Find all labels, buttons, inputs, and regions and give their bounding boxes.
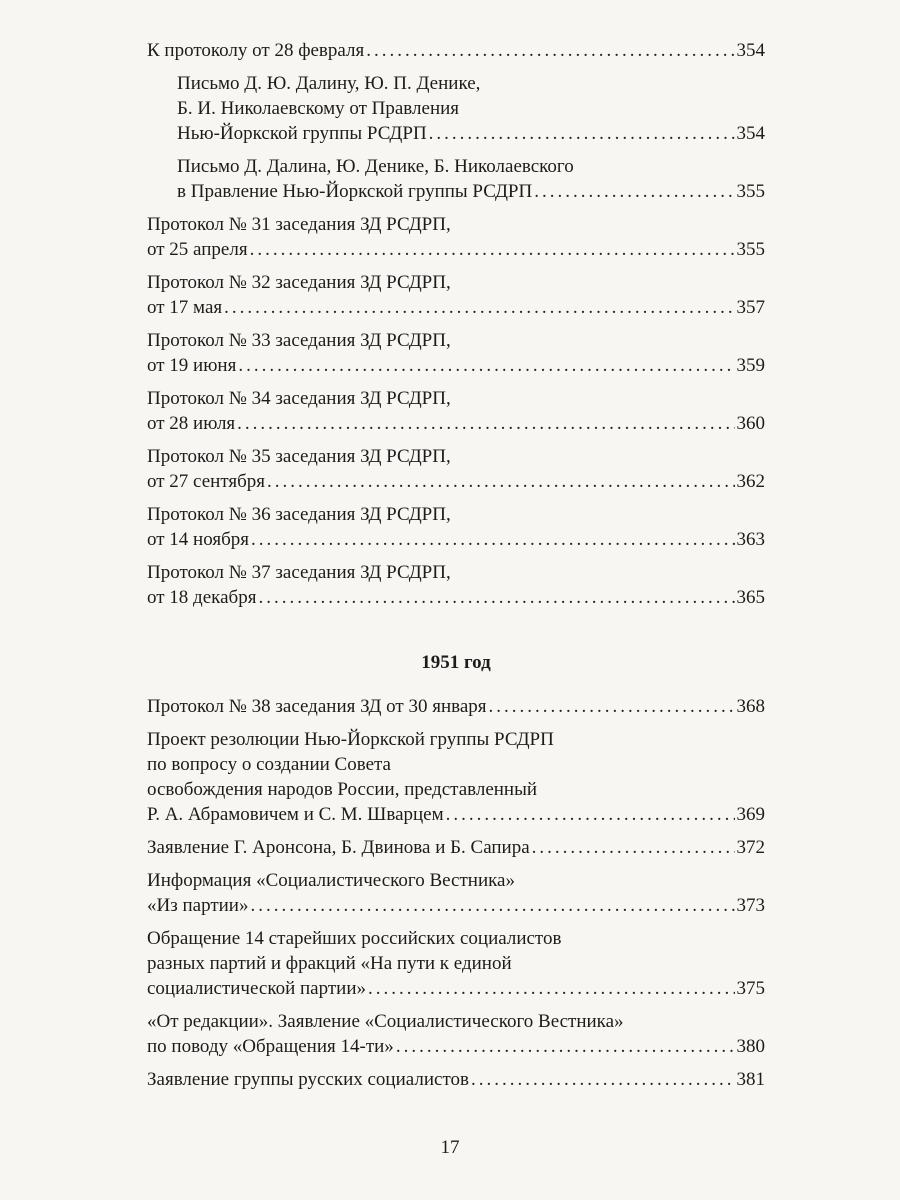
toc-entry[interactable] bbox=[147, 835, 765, 860]
dot-leader bbox=[251, 527, 734, 552]
toc-page-ref: 357 bbox=[736, 297, 765, 318]
toc-entry[interactable] bbox=[147, 212, 765, 262]
toc-entry[interactable] bbox=[147, 386, 765, 436]
dot-leader bbox=[396, 1034, 735, 1059]
toc-page-ref: 381 bbox=[736, 1069, 765, 1090]
toc-page-ref: 365 bbox=[736, 587, 765, 608]
dot-leader bbox=[471, 1067, 735, 1092]
toc-page-ref: 380 bbox=[736, 1036, 765, 1057]
toc-entry-line: Протокол № 37 заседания ЗД РСДРП, bbox=[147, 562, 451, 583]
toc-page-ref: 369 bbox=[736, 804, 765, 825]
toc-page-ref: 355 bbox=[736, 181, 765, 202]
dot-leader bbox=[224, 295, 734, 320]
dot-leader bbox=[258, 585, 734, 610]
dot-leader bbox=[250, 893, 734, 918]
toc-entry[interactable] bbox=[147, 560, 765, 610]
toc-entry-line: Протокол № 34 заседания ЗД РСДРП, bbox=[147, 388, 451, 409]
toc-section-1951 bbox=[147, 694, 765, 1092]
toc-entry-final-line bbox=[177, 179, 765, 204]
toc-entry-final-line bbox=[147, 893, 765, 918]
toc-entry-title: К протоколу от 28 февраля bbox=[147, 40, 365, 61]
toc-entry-final-line bbox=[147, 1034, 765, 1059]
toc-entry-title: Нью-Йоркской группы РСДРП bbox=[177, 123, 427, 144]
toc-entry-line: Информация «Социалистического Вестника» bbox=[147, 870, 515, 891]
toc-entry-title: Протокол № 38 заседания ЗД от 30 января bbox=[147, 696, 487, 717]
dot-leader bbox=[429, 121, 735, 146]
toc-page-ref: 355 bbox=[736, 239, 765, 260]
toc-entry-title: от 28 июля bbox=[147, 413, 236, 434]
dot-leader bbox=[366, 38, 734, 63]
toc-page-ref: 359 bbox=[736, 355, 765, 376]
toc-entry-final-line bbox=[147, 694, 765, 719]
toc-section-1950 bbox=[147, 38, 765, 610]
year-heading: 1951 год bbox=[421, 652, 491, 673]
toc-entry-title: от 19 июня bbox=[147, 355, 237, 376]
toc-entry-final-line bbox=[147, 411, 765, 436]
toc-entry-final-line bbox=[147, 295, 765, 320]
toc-entry-line: Б. И. Николаевскому от Правления bbox=[177, 98, 460, 119]
dot-leader bbox=[237, 411, 734, 436]
toc-entry[interactable] bbox=[147, 926, 765, 1001]
page-number: 17 bbox=[440, 1137, 460, 1158]
toc-entry-final-line bbox=[147, 353, 765, 378]
toc-entry[interactable] bbox=[147, 694, 765, 719]
toc-entry-final-line bbox=[147, 237, 765, 262]
toc-page-ref: 375 bbox=[736, 978, 765, 999]
toc-entry[interactable] bbox=[147, 38, 765, 63]
toc-entry-line: Протокол № 31 заседания ЗД РСДРП, bbox=[147, 214, 451, 235]
toc-entry-final-line bbox=[147, 802, 765, 827]
toc-entry-line: Письмо Д. Ю. Далину, Ю. П. Денике, bbox=[177, 73, 481, 94]
toc-page-ref: 354 bbox=[736, 123, 765, 144]
toc-entry-line: разных партий и фракций «На пути к единой bbox=[147, 953, 512, 974]
toc-entry[interactable] bbox=[147, 1009, 765, 1059]
toc-entry-title: Заявление группы русских социалистов bbox=[147, 1069, 469, 1090]
toc-page-ref: 360 bbox=[736, 413, 765, 434]
toc-entry-final-line bbox=[147, 1067, 765, 1092]
toc-entry[interactable] bbox=[147, 1067, 765, 1092]
toc-entry-title: от 18 декабря bbox=[147, 587, 257, 608]
toc-entry-final-line bbox=[177, 121, 765, 146]
dot-leader bbox=[489, 694, 735, 719]
toc-entry-line: Протокол № 35 заседания ЗД РСДРП, bbox=[147, 446, 451, 467]
dot-leader bbox=[532, 835, 735, 860]
table-of-contents bbox=[147, 38, 765, 1100]
toc-entry-line: Письмо Д. Далина, Ю. Денике, Б. Николаевского bbox=[177, 156, 574, 177]
dot-leader bbox=[446, 802, 735, 827]
toc-entry[interactable] bbox=[147, 727, 765, 827]
toc-entry-final-line bbox=[147, 469, 765, 494]
toc-entry-line: «От редакции». Заявление «Социалистического Вестника» bbox=[147, 1011, 624, 1032]
toc-entry[interactable] bbox=[147, 502, 765, 552]
toc-entry-title: в Правление Нью-Йоркской группы РСДРП bbox=[177, 181, 533, 202]
dot-leader bbox=[534, 179, 734, 204]
toc-page-ref: 363 bbox=[736, 529, 765, 550]
toc-entry-final-line bbox=[147, 976, 765, 1001]
toc-entry-title: «Из партии» bbox=[147, 895, 249, 916]
toc-entry[interactable] bbox=[147, 270, 765, 320]
toc-entry[interactable] bbox=[147, 71, 765, 146]
toc-entry-line: Проект резолюции Нью-Йоркской группы РСДРП bbox=[147, 729, 554, 750]
toc-entry-line: Обращение 14 старейших российских социалистов bbox=[147, 928, 562, 949]
toc-entry-title: от 17 мая bbox=[147, 297, 223, 318]
dot-leader bbox=[267, 469, 734, 494]
toc-page-ref: 373 bbox=[736, 895, 765, 916]
dot-leader bbox=[250, 237, 735, 262]
toc-page-ref: 372 bbox=[736, 837, 765, 858]
toc-entry-title: от 27 сентября bbox=[147, 471, 266, 492]
toc-entry[interactable] bbox=[147, 328, 765, 378]
toc-page-ref: 368 bbox=[736, 696, 765, 717]
toc-entry-title: социалистической партии» bbox=[147, 978, 366, 999]
toc-entry-title: Заявление Г. Аронсона, Б. Двинова и Б. Сапира bbox=[147, 837, 530, 858]
toc-entry-line: Протокол № 36 заседания ЗД РСДРП, bbox=[147, 504, 451, 525]
toc-entry-line: по вопросу о создании Совета bbox=[147, 754, 391, 775]
dot-leader bbox=[238, 353, 734, 378]
toc-entry-final-line bbox=[147, 527, 765, 552]
toc-page-ref: 362 bbox=[736, 471, 765, 492]
toc-entry[interactable] bbox=[147, 868, 765, 918]
toc-entry-line: Протокол № 32 заседания ЗД РСДРП, bbox=[147, 272, 451, 293]
toc-entry-title: Р. А. Абрамовичем и С. М. Шварцем bbox=[147, 804, 444, 825]
toc-entry-line: освобождения народов России, представленный bbox=[147, 779, 538, 800]
toc-entry-title: от 25 апреля bbox=[147, 239, 248, 260]
toc-entry-final-line bbox=[147, 38, 765, 63]
toc-entry-title: по поводу «Обращения 14-ти» bbox=[147, 1036, 394, 1057]
toc-entry-final-line bbox=[147, 585, 765, 610]
toc-entry-final-line bbox=[147, 835, 765, 860]
toc-entry[interactable] bbox=[147, 444, 765, 494]
toc-page-ref: 354 bbox=[736, 40, 765, 61]
toc-entry-title: от 14 ноября bbox=[147, 529, 250, 550]
dot-leader bbox=[368, 976, 735, 1001]
toc-entry-line: Протокол № 33 заседания ЗД РСДРП, bbox=[147, 330, 451, 351]
toc-entry[interactable] bbox=[147, 154, 765, 204]
